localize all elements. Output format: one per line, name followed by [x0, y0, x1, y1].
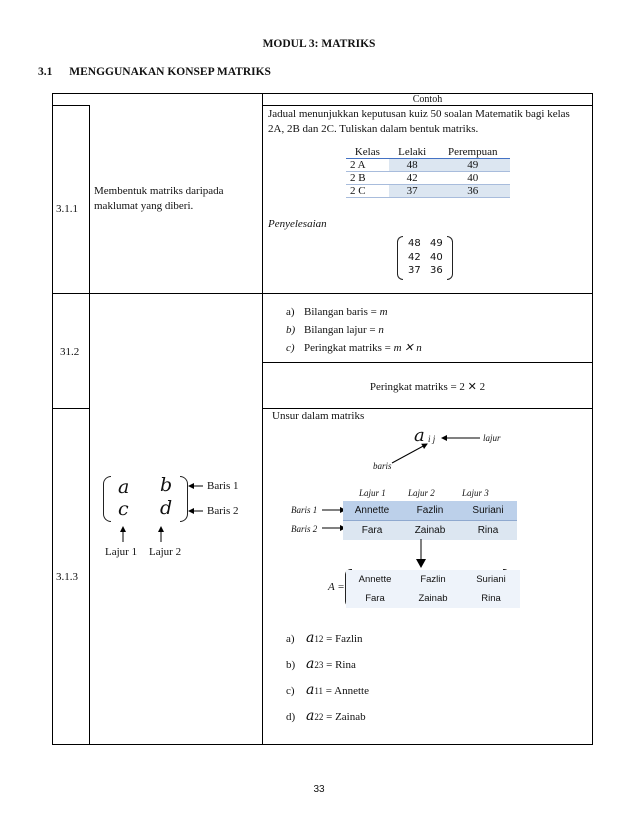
matrix-cell: 37	[408, 265, 421, 276]
element-c: c	[118, 498, 129, 520]
table-cell: 48	[389, 159, 436, 172]
list-item: d) a22 = Zainab	[286, 708, 366, 724]
matrix-a-cell: Annette	[346, 570, 404, 589]
baris-arrow	[392, 444, 427, 463]
section-title: MENGGUNAKAN KONSEP MATRIKS	[69, 66, 271, 78]
aij-baris-label: baris	[373, 461, 392, 471]
section-heading	[38, 66, 271, 78]
class-table	[346, 146, 510, 198]
lajur2-label: Lajur 2	[149, 546, 182, 558]
row-code-313: 3.1.3	[56, 571, 78, 583]
list-item: c) a11 = Annette	[286, 682, 369, 698]
unsur-title: Unsur dalam matriks	[272, 410, 365, 422]
lajur1-label: Lajur 1	[105, 546, 138, 558]
aij-lajur-label: lajur	[483, 433, 501, 443]
table-cell: 40	[436, 172, 510, 185]
row-description-311: Membentuk matriks daripada maklumat yang diberi.	[94, 185, 224, 212]
list-item: a) Bilangan baris = m	[286, 306, 388, 318]
name-cell: Zainab	[401, 521, 459, 541]
matrix-cell: 49	[430, 238, 443, 249]
order-result: Peringkat matriks = 2 ✕ 2	[369, 381, 486, 393]
down-arrow	[415, 538, 427, 570]
table-cell: 2 A	[346, 159, 389, 172]
element-b: b	[160, 474, 173, 496]
matrix-cell: 40	[430, 252, 443, 263]
matrix-a-cell: Suriani	[462, 570, 520, 589]
table-cell: 37	[389, 185, 436, 198]
solution-label: Penyelesaian	[268, 218, 327, 230]
name-cell: Fazlin	[401, 501, 459, 521]
lajur-label-3: Lajur 3	[462, 488, 489, 498]
aij-arrows	[380, 430, 490, 470]
contoh-header: Contoh	[412, 94, 443, 105]
aij-a: a	[414, 425, 425, 446]
table-cell: 42	[389, 172, 436, 185]
section-number: 3.1	[38, 66, 53, 78]
baris1-label: Baris 1	[207, 480, 239, 492]
matrix-a-cell: Rina	[462, 589, 520, 608]
matrix-a-cell: Fara	[346, 589, 404, 608]
row-code-311: 3.1.1	[56, 203, 78, 215]
aij-subscript: i j	[428, 434, 436, 444]
question-text: Jadual menunjukkan keputusan kuiz 50 soalan Matematik bagi kelas 2A, 2B dan 2C. Tuliskan dalam bentuk matriks.	[268, 108, 570, 135]
list-item: b) a23 = Rina	[286, 656, 356, 672]
lajur-label-2: Lajur 2	[408, 488, 435, 498]
module-title: MODUL 3: MATRIKS	[262, 38, 376, 50]
row-code-312: 31.2	[60, 346, 80, 358]
matrix-cell: 36	[430, 265, 443, 276]
lajur-label-1: Lajur 1	[359, 488, 386, 498]
table-header: Lelaki	[389, 146, 436, 159]
element-d: d	[160, 497, 173, 519]
baris2-label: Baris 2	[207, 505, 239, 517]
order-list	[286, 303, 422, 357]
matrix-a-cell: Fazlin	[404, 570, 462, 589]
paren-left	[397, 236, 403, 280]
table-cell: 2 B	[346, 172, 389, 185]
table-header: Perempuan	[436, 146, 510, 159]
page-number: 33	[313, 784, 325, 795]
solution-matrix	[397, 236, 453, 280]
paren-right	[447, 236, 453, 280]
baris-label-1: Baris 1	[291, 505, 318, 515]
matrix-a-cell: Zainab	[404, 589, 462, 608]
list-item: a) a12 = Fazlin	[286, 630, 363, 646]
matrix-a-table	[346, 570, 520, 608]
matrix-cell: 42	[408, 252, 421, 263]
name-cell: Rina	[459, 521, 517, 541]
matrix-cell: 48	[408, 238, 421, 249]
table-header: Kelas	[346, 146, 389, 159]
baris-label-2: Baris 2	[291, 524, 318, 534]
name-cell: Fara	[343, 521, 401, 541]
name-cell: Annette	[343, 501, 401, 521]
list-item: b) Bilangan lajur = n	[286, 324, 384, 336]
element-a: a	[118, 476, 130, 498]
names-table	[343, 501, 517, 540]
name-cell: Suriani	[459, 501, 517, 521]
elements-list	[286, 626, 369, 730]
table-cell: 2 C	[346, 185, 389, 198]
table-cell: 49	[436, 159, 510, 172]
table-cell: 36	[436, 185, 510, 198]
list-item: c) Peringkat matriks = m ✕ n	[286, 342, 422, 354]
matrix-a-label: A =	[328, 581, 345, 593]
